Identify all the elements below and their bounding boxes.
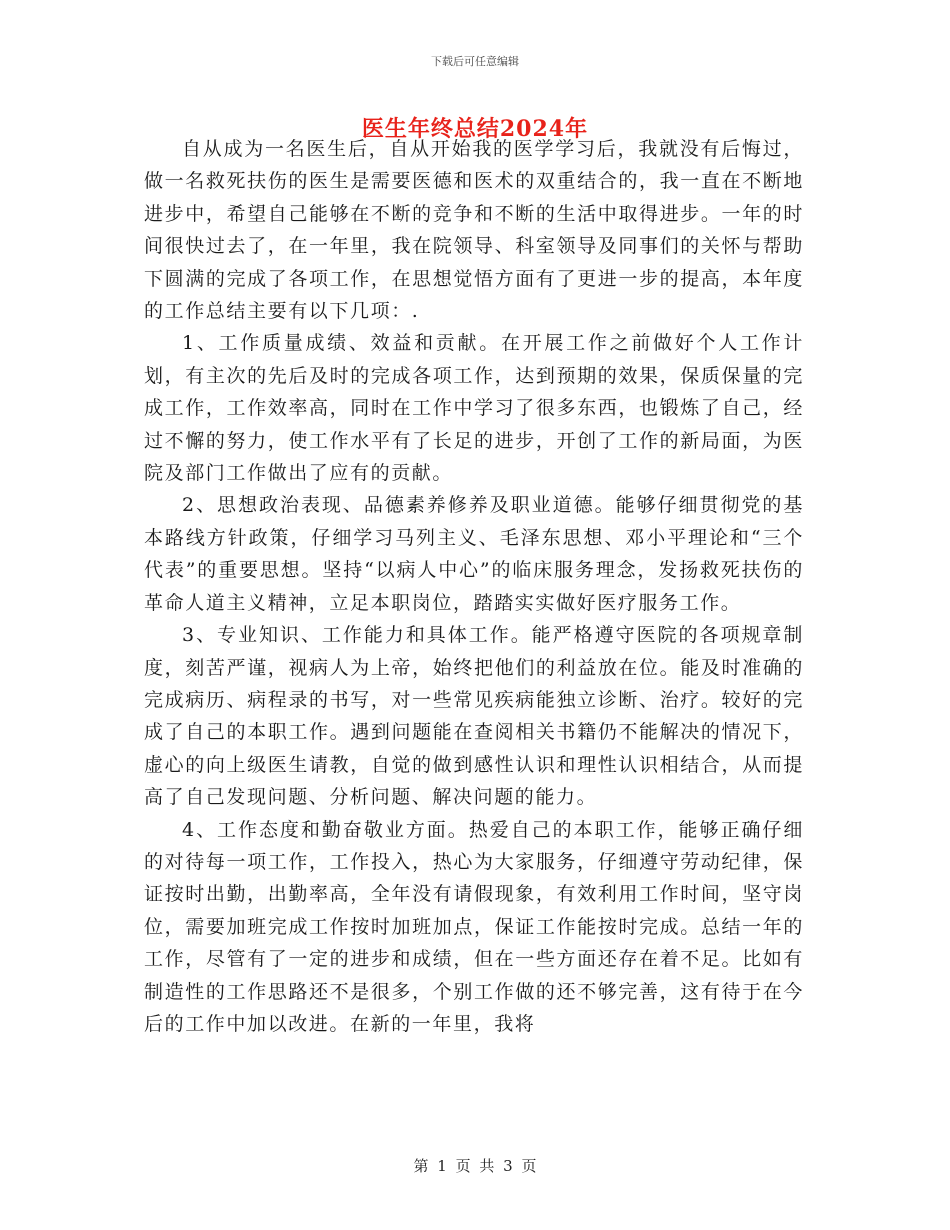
intro-paragraph: 自从成为一名医生后，自从开始我的医学学习后，我就没有后悔过，做一名救死扶伤的医生是需要医德和医术的双重结合的，我一直在不断地进步中，希望自己能够在不断的竞争和不断的生活中取得进步。一年的时间很快过去了，在一年里，我在院领导、科室领导及同事们的关怀与帮助下圆满的完成了各项工作，在思想觉悟方面有了更进一步的提高，本年度的工作总结主要有以下几项：. — [144, 138, 804, 323]
page-number: 第 1 页 共 3 页 — [413, 1157, 537, 1175]
section-2-paragraph: 2、思想政治表现、品德素养修养及职业道德。能够仔细贯彻党的基本路线方针政策，仔细学习马列主义、毛泽东思想、邓小平理论和“三个代表”的重要思想。坚持“以病人中心”的临床服务理念，发扬救死扶伤的革命人道主义精神，立足本职岗位，踏踏实实做好医疗服务工作。 — [144, 494, 804, 614]
section-3-paragraph: 3、专业知识、工作能力和具体工作。能严格遵守医院的各项规章制度，刻苦严谨，视病人为上帝，始终把他们的利益放在位。能及时准确的完成病历、病程录的书写，对一些常见疾病能独立诊断、治疗。较好的完成了自己的本职工作。遇到问题能在查阅相关书籍仍不能解决的情况下，虚心的向上级医生请教，自觉的做到感性认识和理性认识相结合，从而提高了自己发现问题、分析问题、解决问题的能力。 — [144, 624, 804, 809]
section-4-paragraph: 4、工作态度和勤奋敬业方面。热爱自己的本职工作，能够正确仔细的对待每一项工作，工作投入，热心为大家服务，仔细遵守劳动纪律，保证按时出勤，出勤率高，全年没有请假现象，有效利用工作时间，坚守岗位，需要加班完成工作按时加班加点，保证工作能按时完成。总结一年的工作，尽管有了一定的进步和成绩，但在一些方面还存在着不足。比如有制造性的工作思路还不是很多，个别工作做的还不够完善，这有待于在今后的工作中加以改进。在新的一年里，我将 — [144, 818, 804, 1035]
section-1-paragraph: 1、工作质量成绩、效益和贡献。在开展工作之前做好个人工作计划，有主次的先后及时的完成各项工作，达到预期的效果，保质保量的完成工作，工作效率高，同时在工作中学习了很多东西，也锻炼了自己，经过不懈的努力，使工作水平有了长足的进步，开创了工作的新局面，为医院及部门工作做出了应有的贡献。 — [144, 332, 804, 485]
document-title: 医生年终总结2024年 — [361, 116, 589, 142]
header-note: 下载后可任意编辑 — [431, 55, 519, 68]
document-body — [144, 133, 804, 1040]
